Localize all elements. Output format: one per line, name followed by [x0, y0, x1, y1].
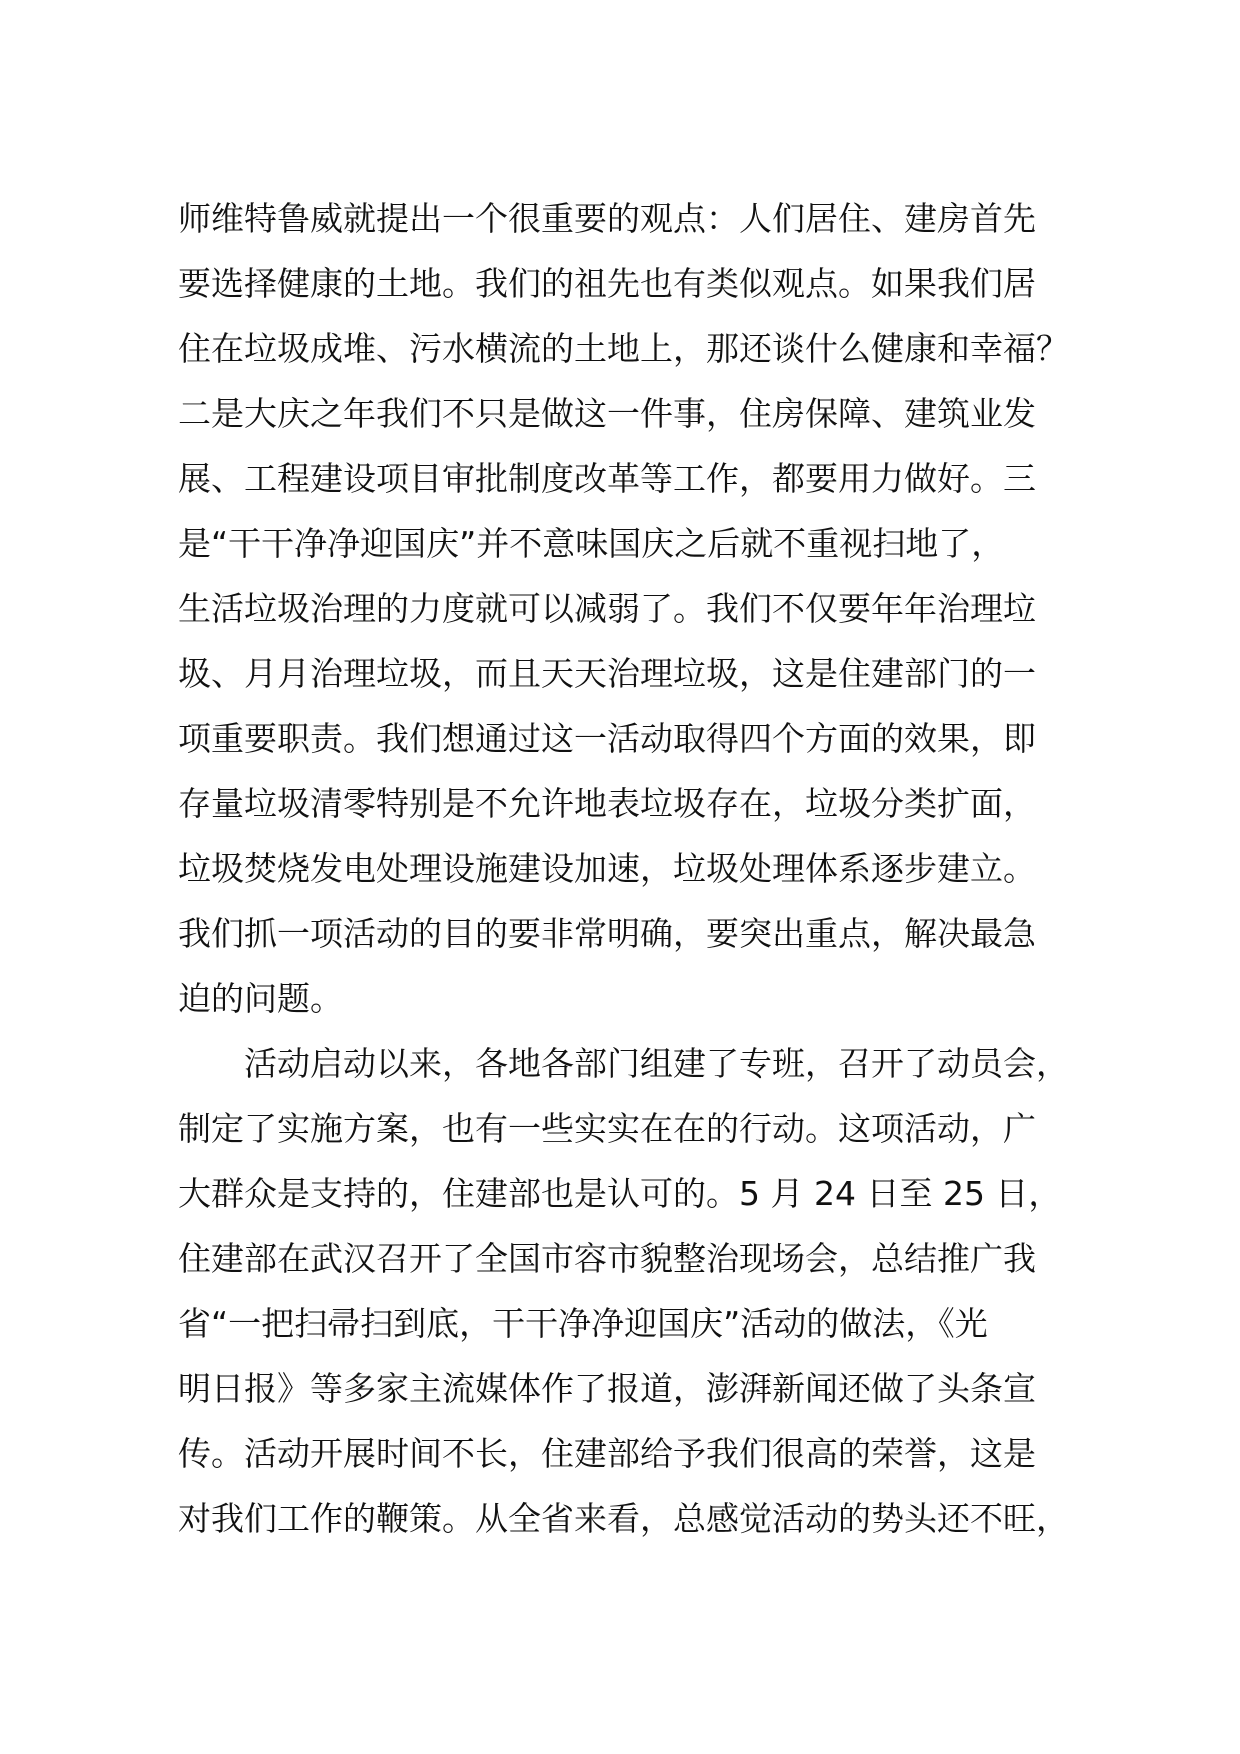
text-line: 二是大庆之年我们不只是做这一件事，住房保障、建筑业发	[178, 394, 1036, 433]
text-line: 圾、月月治理垃圾，而且天天治理垃圾，这是住建部门的一	[178, 654, 1036, 693]
text-line: 传。活动开展时间不长，住建部给予我们很高的荣誉，这是	[178, 1434, 1036, 1473]
text-line: 展、工程建设项目审批制度改革等工作，都要用力做好。三	[178, 459, 1036, 498]
text-line: 住建部在武汉召开了全国市容市貌整治现场会，总结推广我	[178, 1239, 1036, 1278]
text-line: 垃圾焚烧发电处理设施建设加速，垃圾处理体系逐步建立。	[178, 849, 1036, 888]
text-line: 住在垃圾成堆、污水横流的土地上，那还谈什么健康和幸福？	[178, 329, 1069, 368]
text-line: 项重要职责。我们想通过这一活动取得四个方面的效果，即	[178, 719, 1036, 758]
text-line: 迫的问题。	[178, 979, 343, 1018]
body-text	[178, 186, 1098, 1551]
text-line: 明日报》等多家主流媒体作了报道，澎湃新闻还做了头条宣	[178, 1369, 1036, 1408]
text-line: 存量垃圾清零特别是不允许地表垃圾存在，垃圾分类扩面，	[178, 784, 1036, 823]
text-line: 省“一把扫帚扫到底，干干净净迎国庆”活动的做法，《光	[178, 1304, 988, 1343]
text-line: 师维特鲁威就提出一个很重要的观点：人们居住、建房首先	[178, 199, 1036, 238]
paragraph-first-line: 活动启动以来，各地各部门组建了专班，召开了动员会，	[244, 1044, 1069, 1083]
text-line: 是“干干净净迎国庆”并不意味国庆之后就不重视扫地了，	[178, 524, 1005, 563]
text-line: 我们抓一项活动的目的要非常明确，要突出重点，解决最急	[178, 914, 1036, 953]
text-line: 大群众是支持的，住建部也是认可的。5 月 24 日至 25 日，	[178, 1174, 1062, 1213]
text-line: 制定了实施方案，也有一些实实在在的行动。这项活动，广	[178, 1109, 1036, 1148]
text-line: 生活垃圾治理的力度就可以减弱了。我们不仅要年年治理垃	[178, 589, 1036, 628]
text-line: 要选择健康的土地。我们的祖先也有类似观点。如果我们居	[178, 264, 1036, 303]
text-line: 对我们工作的鞭策。从全省来看，总感觉活动的势头还不旺，	[178, 1499, 1069, 1538]
